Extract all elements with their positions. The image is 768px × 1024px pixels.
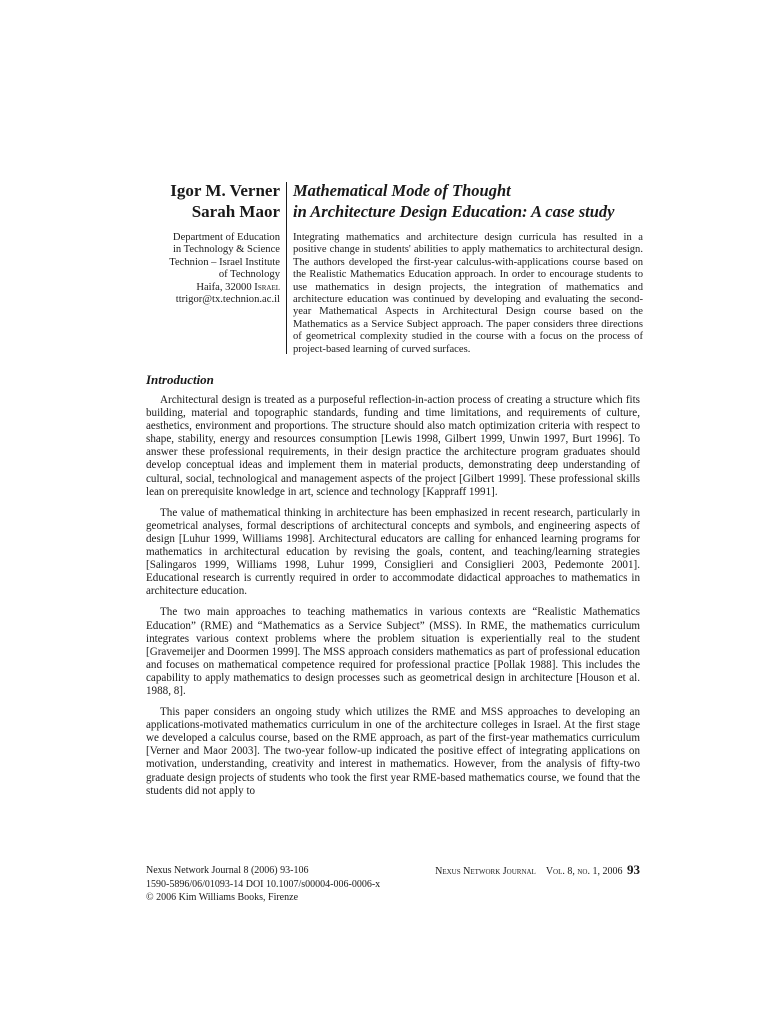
affiliation-line: Department of Education xyxy=(172,232,280,243)
affiliation-city: Haifa, 32000 xyxy=(196,281,252,293)
footer-journal-ref: Nexus Network Journal 8 (2006) 93-106 xyxy=(146,865,309,876)
body-paragraph: This paper considers an ongoing study which utilizes the RME and MSS approaches to developing an applications-motivated mathematics curriculum in one of the architecture colleges in Israel. At the first stage we developed a calculus course, based on the RME approach, as part of the first-year mathematics curriculum [Verner and Maor 2003]. The two-year follow-up indicated the positive effect of integrating applications on motivation, understanding, creativity and interest in mathematics. However, from the analysis of fifty-two graduate design projects of students who took the first year RME-based mathematics course, we found that the students did not apply to xyxy=(146,706,640,797)
affiliation-address xyxy=(140,282,280,294)
main-body xyxy=(146,372,640,806)
running-footer xyxy=(435,862,640,878)
footer-citation xyxy=(146,864,380,905)
footer-journal-name: Nexus Network Journal xyxy=(435,866,536,877)
abstract: Integrating mathematics and architecture design curricula has resulted in a positive change in students' abilities to apply mathematics to architectural design. The authors developed the first-year calculus-with-applications course based on the Realistic Mathematics Education approach. In order to encourage students to use mathematics in design projects, the integration of mathematics and architecture education was continued by developing and evaluating the second-year Mathematical Aspects in Architectural Design course based on the Mathematics as a Service Subject approach. The paper considers three directions of geometrical complexity studied in the course with a focus on the process of project-based learning of curved surfaces. xyxy=(293,232,643,355)
body-paragraph: The value of mathematical thinking in architecture has been emphasized in recent research, particularly in geometrical analyses, formal descriptions of architectural concepts and symbols, and engineering aspects of design [Luhur 1999, Williams 1998]. Architectural educators are calling for enhanced learning programs for mathematics in architectural education by revising the goals, content, and teaching/learning strategies [Salingaros 1999, Williams 1998, Luhur 1999, Consiglieri and Consiglieri 2003, Pedemonte 2001]. Educational research is currently required in order to accommodate didactical approaches to mathematics in architecture education. xyxy=(146,506,640,598)
page-number: 93 xyxy=(627,862,640,877)
affiliation-line: Technion – Israel Institute xyxy=(169,256,280,268)
footer-doi: 1590-5896/06/01093-14 DOI 10.1007/s00004-006-0006-x xyxy=(146,878,381,890)
author-email: ttrigor@tx.technion.ac.il xyxy=(175,294,280,306)
affiliation-line: of Technology xyxy=(218,269,280,281)
section-heading: Introduction xyxy=(146,372,214,387)
vertical-divider xyxy=(286,182,287,354)
affiliation-line: in Technology & Science xyxy=(172,244,280,256)
body-paragraph: Architectural design is treated as a purposeful reflection-in-action process of creating a structure which fits building, material and topographic standards, funding and time limitations, and requirements of culture, aesthetics, environment and proportions. The structure should also match optimization criteria with respect to shape, stability, energy and resources consumption [Lewis 1998, Gilbert 1999, Unwin 1997, Burt 1996]. To answer these professional requirements, in their design practice the architecture program graduates should develop conceptual ideas and implement them in material products, demonstrating deep understanding of cultural, social, technological and management aspects of the project [Gilbert 1999]. These professional skills lean on prerequisite knowledge in art, science and technology [Kappraff 1991]. xyxy=(146,394,640,498)
affiliation xyxy=(140,232,280,306)
body-paragraph: The two main approaches to teaching mathematics in various contexts are “Realistic Mathematics Education” (RME) and “Mathematics as a Service Subject” (MSS). In RME, the mathematics curriculum integrates various context problems where the problem situation is experientially real to the student [Gravemeijer and Doormen 1999]. The MSS approach considers mathematics as part of professional education and focuses on mathematical competence required for professional practice [Pollak 1988]. This includes the capability to apply mathematics to design processes such as geometrical design in architecture [Houson et al. 1988, 8]. xyxy=(146,606,640,697)
footer-copyright: © 2006 Kim Williams Books, Firenze xyxy=(146,892,299,903)
author-name: Igor M. Verner xyxy=(170,181,280,200)
paper-title-line-1: Mathematical Mode of Thought xyxy=(293,181,511,200)
author-block xyxy=(140,180,280,306)
author-name: Sarah Maor xyxy=(191,202,280,221)
title-block xyxy=(293,180,643,356)
affiliation-country: Israel xyxy=(254,281,280,293)
paper-title-line-2: in Architecture Design Education: A case study xyxy=(293,202,615,221)
footer-volume: Vol. 8, no. 1, 2006 xyxy=(545,866,623,877)
